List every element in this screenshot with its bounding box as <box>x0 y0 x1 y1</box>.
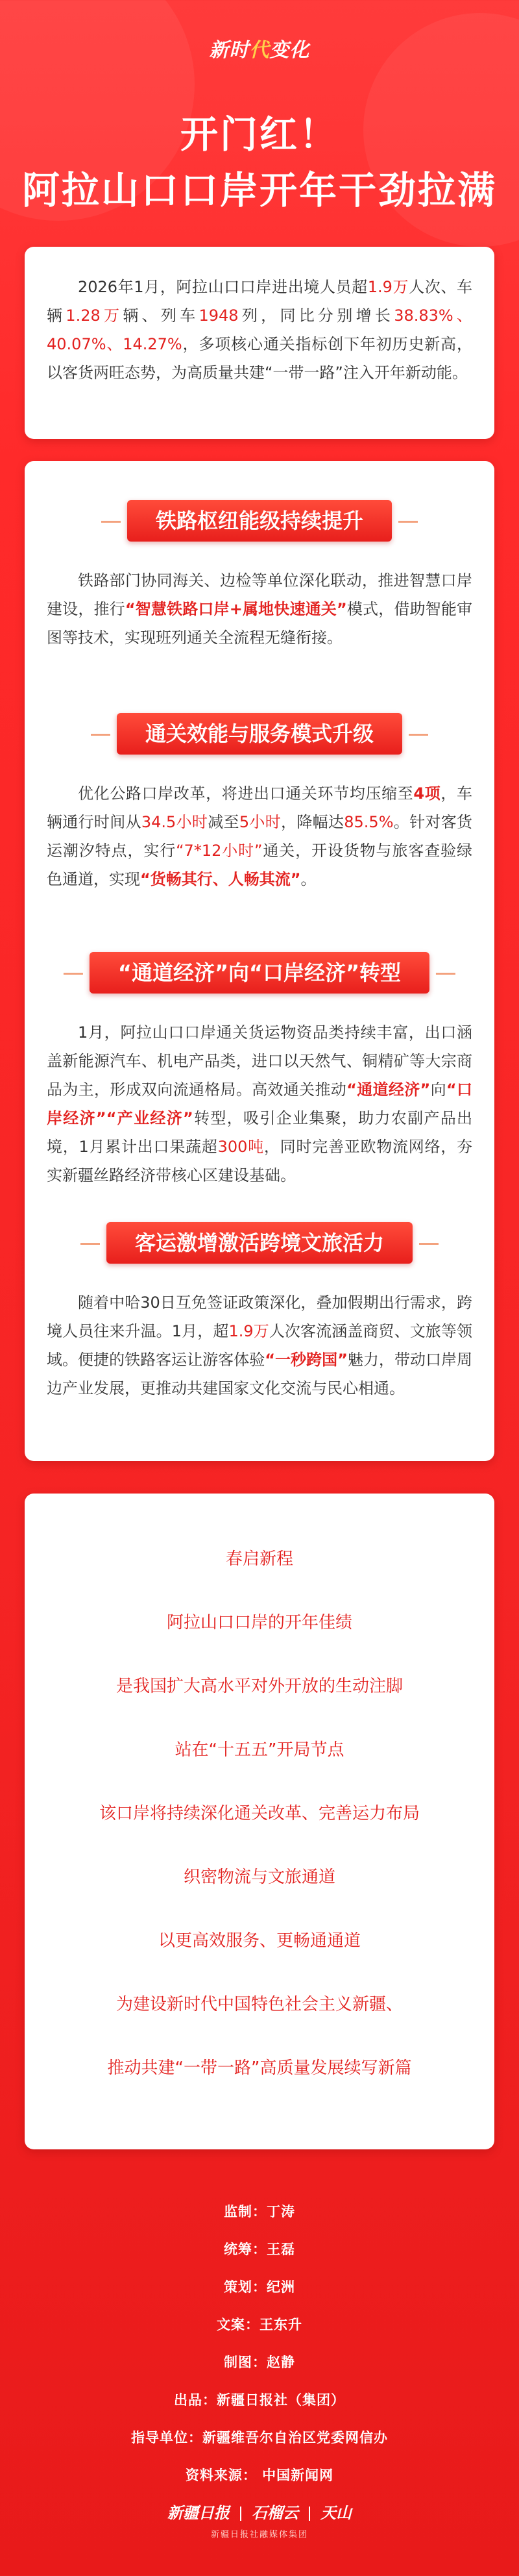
section-text: 1月，阿拉山口口岸通关货运物资品类持续丰富，出口涵盖新能源汽车、机电产品类，进口以天然气、铜精矿等大宗商品为主，形成双向流通格局。高效通关推动 <box>47 1023 472 1099</box>
body-card <box>25 461 494 1461</box>
page-title-line2: 阿拉山口口岸开年干劲拉满 <box>21 168 497 212</box>
section-title: 客运激增激活跨境文旅活力 <box>106 1222 413 1264</box>
intro-text: ，多项核心通关指标创下年初历史新高，以客货两旺态势，为高质量共建“一带一路”注入开年新动能。 <box>47 335 473 382</box>
section-highlight: “通道经济” <box>346 1081 431 1099</box>
closing-line: 以更高效服务、更畅通通道 <box>158 1931 361 1951</box>
brand-logo: 天山 <box>320 2504 352 2522</box>
credit-row: 出品：新疆日报社（集团） <box>174 2392 345 2408</box>
section-text: 铁路部门协同海关、边检等单位深化联动，推进智慧口岸建设，推行 <box>47 571 472 618</box>
section-highlight: “货畅其行、人畅其流” <box>140 870 301 888</box>
section-body <box>47 1018 472 1190</box>
intro-text: 列，同比分别增长 <box>238 306 394 325</box>
credit-row: 制图：赵静 <box>224 2354 295 2370</box>
section-text: 人次客流涵盖商贸、文旅等领域。便捷的铁路客运让游客体验 <box>47 1322 473 1369</box>
logo-suffix: 变化 <box>269 39 310 62</box>
brand-logo: 新疆日报 <box>167 2504 230 2522</box>
section-text: ，同时完善亚欧物流网络，夯实新疆丝路经济带核心区建设基础。 <box>47 1138 472 1184</box>
intro-text: 2026年1月，阿拉山口口岸进出境人员超 <box>78 278 368 296</box>
section-title: “通道经济”向“口岸经济”转型 <box>90 952 429 994</box>
section-highlight: “7*12小时” <box>176 842 263 860</box>
section-title: 铁路枢纽能级持续提升 <box>127 500 392 542</box>
intro-value: 1.9万 <box>367 278 409 296</box>
section-title: 通关效能与服务模式升级 <box>117 713 402 755</box>
section-text: 向 <box>430 1081 446 1099</box>
divider <box>240 2507 241 2521</box>
section-highlight: 34.5小时 <box>141 813 208 831</box>
divider <box>309 2507 310 2521</box>
section-paragraph <box>47 1288 472 1403</box>
intro-value: 38.83%、40.07%、14.27% <box>47 306 473 353</box>
section-highlight: “口岸经济”“产业经济” <box>47 1081 473 1127</box>
section-text: 通关，开设货物与旅客查验绿色通道，实现 <box>47 842 472 888</box>
closing-line: 阿拉山口口岸的开年佳绩 <box>166 1613 352 1632</box>
section-text: 模式，借助智能审图等技术，实现班列通关全流程无缝衔接。 <box>47 600 473 647</box>
intro-value: 1948 <box>199 306 239 325</box>
closing-line: 为建设新时代中国特色社会主义新疆、 <box>115 1995 403 2014</box>
section-paragraph <box>47 779 472 894</box>
intro-text: 辆、列车 <box>123 306 199 325</box>
section-body <box>47 1288 472 1403</box>
section-highlight: 1.9万 <box>228 1322 269 1340</box>
credit-row: 策划：纪洲 <box>224 2279 295 2295</box>
section-highlight: 300吨 <box>217 1138 264 1156</box>
credit-row: 资料来源： 中国新闻网 <box>185 2467 334 2483</box>
credit-row: 统筹：王磊 <box>224 2241 295 2257</box>
closing-line: 站在“十五五”开局节点 <box>175 1740 344 1760</box>
section-body <box>47 566 472 652</box>
page-title-line1: 开门红！ <box>180 112 339 156</box>
intro-card <box>25 247 494 439</box>
closing-line: 推动共建“一带一路”高质量发展续写新篇 <box>107 2058 412 2078</box>
credit-row: 指导单位：新疆维吾尔自治区党委网信办 <box>131 2429 388 2445</box>
intro-value: 1.28万 <box>66 306 123 325</box>
section-paragraph <box>47 566 472 652</box>
section-text: 减至 <box>208 813 239 831</box>
section-text: 。针对客货运潮汐特点，实行 <box>47 813 473 860</box>
header-logo <box>0 34 519 62</box>
section-text: 魅力，带动口岸周边产业发展，更推动共建国家文化交流与民心相通。 <box>47 1351 473 1397</box>
section-text: ，降幅达 <box>281 813 344 831</box>
section-highlight: 5小时 <box>239 813 282 831</box>
closing-line: 该口岸将持续深化通关改革、完善运力布局 <box>99 1804 420 1823</box>
section-text: 优化公路口岸改革，将进出口通关环节均压缩至 <box>78 784 414 803</box>
section-highlight: 85.5% <box>344 813 394 831</box>
section-text: 。 <box>300 870 317 888</box>
closing-line: 是我国扩大高水平对外开放的生动注脚 <box>115 1677 403 1696</box>
section-highlight: “一秒跨国” <box>265 1351 348 1369</box>
credit-row: 文案：王东升 <box>217 2316 302 2332</box>
logo-mark: 代 <box>249 39 270 62</box>
closing-line: 织密物流与文旅通道 <box>183 1868 335 1887</box>
section-text: 转型，吸引企业集聚，助力农副产品出境，1月累计出口果蔬超 <box>47 1109 472 1156</box>
section-paragraph <box>47 1018 472 1190</box>
logo-prefix: 新时 <box>209 39 250 62</box>
brand-logo: 石榴云 <box>252 2504 298 2522</box>
intro-text: 人次、车辆 <box>47 278 473 325</box>
closing-line: 春启新程 <box>225 1549 293 1569</box>
intro-paragraph <box>47 273 472 387</box>
section-text: ，车辆通行时间从 <box>47 784 473 831</box>
section-body <box>47 779 472 894</box>
section-highlight: 4项 <box>413 784 441 803</box>
footer-brand-logos <box>0 2500 519 2523</box>
closing-card <box>25 1494 494 2149</box>
footer-subtitle: 新疆日报社融媒体集团 <box>210 2530 308 2540</box>
credit-row: 监制：丁涛 <box>224 2203 295 2220</box>
section-highlight: “智慧铁路口岸+属地快速通关” <box>125 600 347 618</box>
section-text: 随着中哈30日互免签证政策深化，叠加假期出行需求，跨境人员往来升温。1月，超 <box>47 1294 472 1340</box>
